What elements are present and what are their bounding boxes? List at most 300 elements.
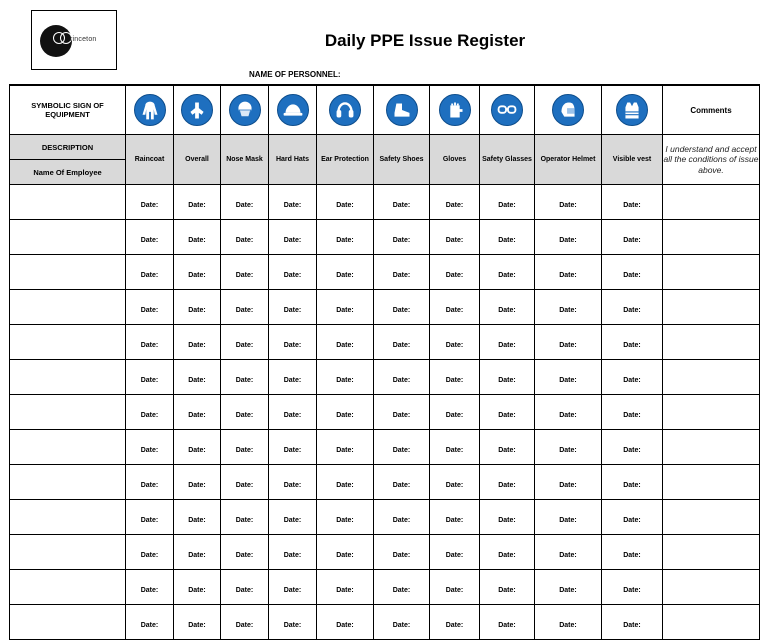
date-cell[interactable]: [269, 570, 317, 605]
symbol-cell: [126, 85, 174, 135]
date-cell[interactable]: [430, 325, 480, 360]
date-label: Date:: [498, 446, 516, 454]
date-cell[interactable]: [174, 395, 221, 430]
employee-row: [10, 605, 760, 640]
employee-row: [10, 535, 760, 570]
date-cell[interactable]: [430, 290, 480, 325]
date-cell[interactable]: [480, 255, 535, 290]
date-label: Date:: [445, 306, 464, 314]
comments-cell[interactable]: [663, 605, 760, 640]
date-label: Date:: [283, 481, 302, 489]
date-cell[interactable]: [174, 570, 221, 605]
date-cell[interactable]: [126, 535, 174, 570]
date-label: Date:: [283, 376, 302, 384]
date-label: Date:: [392, 271, 411, 279]
date-cell[interactable]: [535, 535, 602, 570]
date-label: Date:: [140, 341, 159, 349]
nose-mask-icon: [229, 94, 261, 126]
date-cell[interactable]: [480, 325, 535, 360]
date-cell[interactable]: [174, 360, 221, 395]
date-label: Date:: [283, 586, 302, 594]
date-label: Date:: [445, 516, 464, 524]
date-label: Date:: [445, 551, 464, 559]
date-cell[interactable]: [126, 430, 174, 465]
date-label: Date:: [235, 236, 254, 244]
date-label: Date:: [623, 236, 641, 244]
symbol-cell: [535, 85, 602, 135]
date-cell[interactable]: [317, 465, 374, 500]
date-label: Date:: [140, 621, 159, 629]
date-cell[interactable]: [174, 465, 221, 500]
employee-name-cell[interactable]: [10, 395, 126, 430]
date-label: Date:: [140, 516, 159, 524]
date-label: Date:: [188, 201, 206, 209]
column-header-hard-hat: Hard Hats: [269, 135, 317, 185]
symbol-cell: [221, 85, 269, 135]
date-cell[interactable]: [374, 220, 430, 255]
date-cell[interactable]: [174, 325, 221, 360]
date-cell[interactable]: [374, 570, 430, 605]
date-cell[interactable]: [269, 360, 317, 395]
column-header-visible-vest: Visible vest: [602, 135, 663, 185]
date-cell[interactable]: [430, 220, 480, 255]
date-label: Date:: [623, 551, 641, 559]
date-cell[interactable]: [221, 465, 269, 500]
date-cell[interactable]: [430, 185, 480, 220]
date-cell[interactable]: [174, 500, 221, 535]
date-cell[interactable]: [269, 500, 317, 535]
comments-cell[interactable]: [663, 535, 760, 570]
date-cell[interactable]: [221, 220, 269, 255]
employee-name-cell[interactable]: [10, 500, 126, 535]
date-cell[interactable]: [126, 325, 174, 360]
company-logo: [31, 10, 117, 70]
date-cell[interactable]: [221, 360, 269, 395]
date-label: Date:: [623, 201, 641, 209]
date-label: Date:: [235, 306, 254, 314]
employee-row: [10, 360, 760, 395]
date-label: Date:: [445, 481, 464, 489]
date-label: Date:: [188, 446, 206, 454]
employee-row: [10, 325, 760, 360]
date-label: Date:: [283, 621, 302, 629]
date-label: Date:: [283, 236, 302, 244]
date-label: Date:: [336, 586, 354, 594]
date-label: Date:: [445, 271, 464, 279]
date-cell[interactable]: [535, 605, 602, 640]
date-cell[interactable]: [430, 255, 480, 290]
date-label: Date:: [392, 446, 411, 454]
date-cell[interactable]: [126, 570, 174, 605]
employee-name-cell[interactable]: [10, 430, 126, 465]
date-cell[interactable]: [430, 465, 480, 500]
date-label: Date:: [140, 201, 159, 209]
date-cell[interactable]: [269, 395, 317, 430]
date-cell[interactable]: [374, 290, 430, 325]
symbol-cell: [374, 85, 430, 135]
comments-cell[interactable]: [663, 500, 760, 535]
employee-name-cell[interactable]: [10, 325, 126, 360]
employee-name-cell[interactable]: [10, 360, 126, 395]
date-cell[interactable]: [317, 535, 374, 570]
date-cell[interactable]: [126, 465, 174, 500]
date-cell[interactable]: [174, 430, 221, 465]
date-label: Date:: [140, 481, 159, 489]
employee-row: [10, 500, 760, 535]
date-cell[interactable]: [430, 500, 480, 535]
date-label: Date:: [235, 481, 254, 489]
date-label: Date:: [140, 271, 159, 279]
date-cell[interactable]: [317, 290, 374, 325]
date-cell[interactable]: [480, 360, 535, 395]
date-cell[interactable]: [535, 570, 602, 605]
date-label: Date:: [235, 341, 254, 349]
date-cell[interactable]: [602, 570, 663, 605]
date-cell[interactable]: [535, 430, 602, 465]
date-cell[interactable]: [221, 325, 269, 360]
employee-name-cell[interactable]: [10, 290, 126, 325]
date-label: Date:: [336, 306, 354, 314]
comments-cell[interactable]: [663, 185, 760, 220]
date-label: Date:: [498, 376, 516, 384]
date-label: Date:: [623, 481, 641, 489]
date-cell[interactable]: [269, 535, 317, 570]
date-cell[interactable]: [221, 605, 269, 640]
date-cell[interactable]: [535, 220, 602, 255]
date-cell[interactable]: [126, 185, 174, 220]
employee-name-cell[interactable]: [10, 185, 126, 220]
date-label: Date:: [140, 551, 159, 559]
date-cell[interactable]: [221, 430, 269, 465]
employee-name-cell[interactable]: [10, 535, 126, 570]
date-label: Date:: [188, 236, 206, 244]
name-of-employee-header: Name Of Employee: [10, 160, 126, 185]
date-cell[interactable]: [430, 395, 480, 430]
symbol-cell: [174, 85, 221, 135]
date-cell[interactable]: [126, 605, 174, 640]
date-cell[interactable]: [602, 430, 663, 465]
date-label: Date:: [392, 306, 411, 314]
date-label: Date:: [188, 341, 206, 349]
date-label: Date:: [623, 446, 641, 454]
employee-name-cell[interactable]: [10, 220, 126, 255]
date-cell[interactable]: [430, 360, 480, 395]
date-cell[interactable]: [535, 325, 602, 360]
date-label: Date:: [336, 411, 354, 419]
date-cell[interactable]: [221, 570, 269, 605]
date-cell[interactable]: [269, 430, 317, 465]
date-label: Date:: [140, 446, 159, 454]
date-cell[interactable]: [269, 290, 317, 325]
date-label: Date:: [392, 411, 411, 419]
date-cell[interactable]: [221, 535, 269, 570]
date-cell[interactable]: [480, 605, 535, 640]
date-label: Date:: [392, 621, 411, 629]
date-label: Date:: [235, 201, 254, 209]
date-cell[interactable]: [126, 395, 174, 430]
date-label: Date:: [235, 376, 254, 384]
date-label: Date:: [445, 376, 464, 384]
comments-cell[interactable]: [663, 220, 760, 255]
date-cell[interactable]: [480, 570, 535, 605]
date-label: Date:: [283, 446, 302, 454]
employee-name-cell[interactable]: [10, 465, 126, 500]
operator-helmet-icon: [552, 94, 584, 126]
employee-row: [10, 395, 760, 430]
date-cell[interactable]: [126, 360, 174, 395]
date-label: Date:: [498, 516, 516, 524]
column-header-raincoat: Raincoat: [126, 135, 174, 185]
date-cell[interactable]: [602, 220, 663, 255]
date-cell[interactable]: [602, 605, 663, 640]
description-header: DESCRIPTION: [10, 135, 126, 160]
symbolic-sign-header: SYMBOLIC SIGN OF EQUIPMENT: [10, 85, 126, 135]
date-cell[interactable]: [602, 360, 663, 395]
date-cell[interactable]: [317, 570, 374, 605]
date-label: Date:: [140, 411, 159, 419]
comments-cell[interactable]: [663, 570, 760, 605]
date-label: Date:: [392, 551, 411, 559]
date-cell[interactable]: [317, 325, 374, 360]
date-cell[interactable]: [535, 395, 602, 430]
date-label: Date:: [623, 411, 641, 419]
date-cell[interactable]: [535, 500, 602, 535]
date-label: Date:: [283, 271, 302, 279]
date-cell[interactable]: [269, 325, 317, 360]
date-label: Date:: [498, 551, 516, 559]
date-cell[interactable]: [317, 500, 374, 535]
date-label: Date:: [445, 586, 464, 594]
date-label: Date:: [623, 376, 641, 384]
date-cell[interactable]: [535, 465, 602, 500]
employee-row: [10, 430, 760, 465]
employee-row: [10, 290, 760, 325]
comments-cell[interactable]: [663, 290, 760, 325]
date-label: Date:: [559, 481, 577, 489]
date-label: Date:: [235, 586, 254, 594]
description-row: [10, 135, 760, 160]
column-header-operator-helmet: Operator Helmet: [535, 135, 602, 185]
date-cell[interactable]: [174, 290, 221, 325]
employee-name-cell[interactable]: [10, 570, 126, 605]
comments-cell[interactable]: [663, 395, 760, 430]
date-cell[interactable]: [174, 185, 221, 220]
date-label: Date:: [140, 306, 159, 314]
date-cell[interactable]: [535, 360, 602, 395]
date-cell[interactable]: [430, 605, 480, 640]
symbol-cell: [602, 85, 663, 135]
name-of-personnel-label: NAME OF PERSONNEL:: [249, 70, 341, 79]
date-cell[interactable]: [221, 255, 269, 290]
date-cell[interactable]: [374, 395, 430, 430]
date-label: Date:: [283, 201, 302, 209]
employee-name-cell[interactable]: [10, 605, 126, 640]
date-cell[interactable]: [374, 360, 430, 395]
column-header-safety-shoes: Safety Shoes: [374, 135, 430, 185]
comments-cell[interactable]: [663, 465, 760, 500]
date-cell[interactable]: [317, 185, 374, 220]
raincoat-icon: [134, 94, 166, 126]
date-cell[interactable]: [374, 465, 430, 500]
date-cell[interactable]: [317, 605, 374, 640]
date-cell[interactable]: [221, 395, 269, 430]
logo-text: rinceton: [70, 36, 97, 43]
date-cell[interactable]: [430, 430, 480, 465]
date-cell[interactable]: [602, 185, 663, 220]
date-cell[interactable]: [317, 395, 374, 430]
date-label: Date:: [445, 411, 464, 419]
date-label: Date:: [235, 271, 254, 279]
date-cell[interactable]: [269, 220, 317, 255]
date-cell[interactable]: [480, 465, 535, 500]
comments-header: Comments: [663, 85, 760, 135]
date-label: Date:: [235, 446, 254, 454]
date-cell[interactable]: [535, 255, 602, 290]
date-cell[interactable]: [602, 395, 663, 430]
date-cell[interactable]: [480, 185, 535, 220]
date-cell[interactable]: [221, 185, 269, 220]
date-label: Date:: [235, 516, 254, 524]
date-cell[interactable]: [126, 290, 174, 325]
date-cell[interactable]: [221, 500, 269, 535]
date-cell[interactable]: [480, 220, 535, 255]
date-label: Date:: [188, 481, 206, 489]
date-label: Date:: [559, 446, 577, 454]
employee-row: [10, 255, 760, 290]
date-cell[interactable]: [602, 290, 663, 325]
date-cell[interactable]: [374, 255, 430, 290]
date-cell[interactable]: [480, 500, 535, 535]
comments-cell[interactable]: [663, 360, 760, 395]
date-cell[interactable]: [480, 290, 535, 325]
column-header-safety-glasses: Safety Glasses: [480, 135, 535, 185]
column-header-gloves: Gloves: [430, 135, 480, 185]
date-cell[interactable]: [602, 500, 663, 535]
gloves-icon: [439, 94, 471, 126]
date-cell[interactable]: [126, 500, 174, 535]
date-cell[interactable]: [269, 185, 317, 220]
date-label: Date:: [445, 341, 464, 349]
date-label: Date:: [283, 551, 302, 559]
date-label: Date:: [235, 621, 254, 629]
date-cell[interactable]: [221, 290, 269, 325]
date-label: Date:: [498, 481, 516, 489]
date-label: Date:: [188, 411, 206, 419]
date-cell[interactable]: [535, 185, 602, 220]
date-label: Date:: [336, 201, 354, 209]
date-label: Date:: [559, 621, 577, 629]
date-label: Date:: [445, 236, 464, 244]
date-cell[interactable]: [317, 220, 374, 255]
column-header-nose-mask: Nose Mask: [221, 135, 269, 185]
date-cell[interactable]: [174, 605, 221, 640]
date-label: Date:: [498, 411, 516, 419]
date-cell[interactable]: [269, 465, 317, 500]
date-cell[interactable]: [269, 255, 317, 290]
date-label: Date:: [336, 551, 354, 559]
date-label: Date:: [336, 376, 354, 384]
comments-cell[interactable]: [663, 325, 760, 360]
date-label: Date:: [140, 586, 159, 594]
date-label: Date:: [559, 411, 577, 419]
date-cell[interactable]: [374, 535, 430, 570]
date-cell[interactable]: [480, 535, 535, 570]
date-cell[interactable]: [374, 325, 430, 360]
comments-cell[interactable]: [663, 255, 760, 290]
date-label: Date:: [188, 586, 206, 594]
date-label: Date:: [623, 516, 641, 524]
date-label: Date:: [498, 271, 516, 279]
symbol-row: [10, 85, 760, 135]
date-cell[interactable]: [480, 395, 535, 430]
date-cell[interactable]: [430, 570, 480, 605]
date-label: Date:: [445, 621, 464, 629]
safety-glasses-icon: [491, 94, 523, 126]
date-cell[interactable]: [430, 535, 480, 570]
symbol-cell: [269, 85, 317, 135]
date-cell[interactable]: [126, 255, 174, 290]
date-cell[interactable]: [602, 325, 663, 360]
employee-row: [10, 220, 760, 255]
date-label: Date:: [188, 621, 206, 629]
date-cell[interactable]: [317, 360, 374, 395]
date-cell[interactable]: [269, 605, 317, 640]
symbol-cell: [480, 85, 535, 135]
date-label: Date:: [188, 306, 206, 314]
date-cell[interactable]: [126, 220, 174, 255]
date-label: Date:: [336, 446, 354, 454]
date-label: Date:: [392, 236, 411, 244]
date-cell[interactable]: [602, 535, 663, 570]
date-cell[interactable]: [317, 255, 374, 290]
date-label: Date:: [392, 586, 411, 594]
date-cell[interactable]: [174, 255, 221, 290]
document-title: Daily PPE Issue Register: [324, 31, 526, 50]
date-label: Date:: [559, 201, 577, 209]
date-cell[interactable]: [480, 430, 535, 465]
comments-cell[interactable]: [663, 430, 760, 465]
date-cell[interactable]: [374, 430, 430, 465]
employee-name-cell[interactable]: [10, 255, 126, 290]
date-label: Date:: [559, 341, 577, 349]
date-label: Date:: [336, 271, 354, 279]
date-cell[interactable]: [317, 430, 374, 465]
date-label: Date:: [188, 376, 206, 384]
date-cell[interactable]: [174, 535, 221, 570]
date-label: Date:: [559, 306, 577, 314]
date-label: Date:: [559, 586, 577, 594]
date-label: Date:: [445, 201, 464, 209]
date-label: Date:: [283, 516, 302, 524]
date-cell[interactable]: [174, 220, 221, 255]
date-cell[interactable]: [374, 500, 430, 535]
date-label: Date:: [559, 376, 577, 384]
employee-row: [10, 185, 760, 220]
date-label: Date:: [559, 271, 577, 279]
date-label: Date:: [445, 446, 464, 454]
ppe-register-table: [9, 84, 760, 640]
date-cell[interactable]: [602, 255, 663, 290]
conditions-statement: I understand and accept all the conditions of issue above.: [663, 135, 760, 185]
safety-shoes-icon: [386, 94, 418, 126]
date-label: Date:: [392, 516, 411, 524]
date-cell[interactable]: [602, 465, 663, 500]
date-cell[interactable]: [535, 290, 602, 325]
date-cell[interactable]: [374, 605, 430, 640]
date-cell[interactable]: [374, 185, 430, 220]
date-label: Date:: [498, 236, 516, 244]
date-label: Date:: [498, 201, 516, 209]
